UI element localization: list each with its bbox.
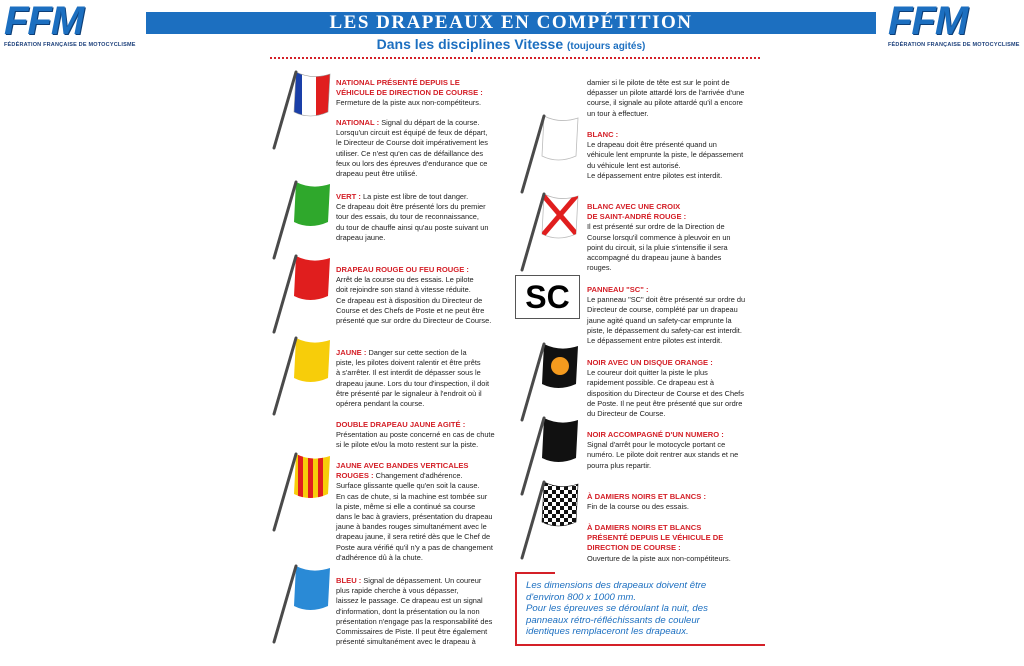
entry-body: Signal du départ de la course. Lorsqu'un circuit est équipé de feux de départ, le Directeur de Course doit impérativement les utiliser. Ce n'est qu'en cas de défaillance des feux ou lors des épreuves d'endurance que ce drapeau peut être utilisé. bbox=[336, 118, 488, 179]
subtitle-note: (toujours agités) bbox=[567, 41, 646, 52]
entry-national bbox=[336, 118, 488, 179]
yellow-flag-icon bbox=[268, 334, 334, 416]
note-text: Les dimensions des drapeaux doivent être d'environ 800 x 1000 mm. Pour les épreuves se déroulant la nuit, des panneaux rétro-réfléchissants de couleur identiques remplaceront les drapeaux. bbox=[526, 580, 708, 637]
entry-body: La piste est libre de tout danger. Ce drapeau doit être présenté lors du premier tour des essais, du tour de reconnaissance, du tour de chauffe ainsi qu'au poste suivant un drapeau jaune. bbox=[336, 192, 489, 242]
entry-blue bbox=[336, 576, 492, 647]
green-flag-icon bbox=[268, 178, 334, 260]
flag-dimensions-note bbox=[515, 572, 765, 646]
entry-black-orange-disc bbox=[587, 358, 744, 419]
entry-yellow bbox=[336, 348, 489, 409]
entry-title: NOIR ACCOMPAGNÉ D'UN NUMERO : bbox=[587, 430, 724, 439]
entry-double-yellow bbox=[336, 420, 495, 451]
entry-title: BLANC AVEC UNE CROIX DE SAINT-ANDRÉ ROUGE : bbox=[587, 202, 687, 222]
entry-body: Signal de dépassement. Un coureur plus rapide cherche à vous dépasser, laissez le passage. Ce drapeau est un signal d'information, dont la présentation ou la non présentation n'engage pas la responsabilité des Commissaires de Piste. Il peut être également présenté simultanément avec le drapeau à bbox=[336, 576, 493, 647]
entry-body: Changement d'adhérence. Surface glissante quelle qu'en soit la cause. En cas de chute, si la machine est tombée sur la piste, même si elle a continué sa course dans le bac à graviers, présentation du drapeau jaune à bandes rouges simultanément avec le drapeau jaune, il sera retiré dès que le Chef de Poste aura vérifié qu'il n'y a pas de changement d'adhérence dû à la chute. bbox=[336, 471, 493, 562]
logo-subtitle: FÉDÉRATION FRANÇAISE DE MOTOCYCLISME bbox=[4, 42, 136, 48]
subtitle-text: Dans les disciplines Vitesse bbox=[376, 36, 564, 52]
entry-title: PANNEAU "SC" : bbox=[587, 285, 649, 294]
ffm-logo-left bbox=[4, 2, 134, 52]
entry-title: JAUNE AVEC BANDES VERTICALES ROUGES : bbox=[336, 461, 469, 481]
entry-body: Ouverture de la piste aux non-compétiteurs. bbox=[587, 553, 731, 563]
entry-body: Signal d'arrêt pour le motocycle portant ce numéro. Le pilote doit rentrer aux stands et ne pourra plus repartir. bbox=[587, 440, 739, 470]
blue-flag-icon bbox=[268, 562, 334, 644]
logo-mark: FFM bbox=[4, 0, 84, 43]
entry-body: Le drapeau doit être présenté quand un véhicule lent emprunte la piste, le dépassement du véhicule lent est autorisé. Le dépassement entre pilotes est interdit. bbox=[587, 140, 744, 180]
logo-mark: FFM bbox=[888, 0, 968, 43]
entry-body: Arrêt de la course ou des essais. Le pilote doit rejoindre son stand à vitesse réduite. Ce drapeau est à disposition du Directeur de Course et des Chefs de Poste et ne peut être présenté que sur ordre du Directeur de Course. bbox=[336, 275, 492, 326]
page-title: LES DRAPEAUX EN COMPÉTITION bbox=[146, 12, 876, 34]
dotted-divider bbox=[270, 57, 760, 59]
yellow-red-striped-flag-icon bbox=[268, 450, 334, 532]
entry-body: Le panneau "SC" doit être présenté sur ordre du Directeur de course, complété par un drapeau jaune agité quand un safety-car emprunte la piste, le dépassement du safety-car est interdit. Le dépassement entre pilotes est interdit. bbox=[587, 295, 746, 346]
safety-car-panel: SC bbox=[515, 275, 580, 319]
entry-title: BLANC : bbox=[587, 130, 619, 139]
entry-checkered bbox=[587, 492, 706, 512]
entry-title: DRAPEAU ROUGE OU FEU ROUGE : bbox=[336, 265, 469, 274]
entry-title: À DAMIERS NOIRS ET BLANCS : bbox=[587, 492, 706, 501]
checkered-flag-icon bbox=[516, 478, 582, 560]
entry-body: Danger sur cette section de la piste, les pilotes doivent ralentir et être prêts à s'arrêter. Il est interdit de dépasser sous le drapeau jaune. Lors du tour d'inspection, il doit être présenté par le signaleur à l'endroit où il opérera pendant la course. bbox=[336, 348, 490, 409]
entry-title: À DAMIERS NOIRS ET BLANCS PRÉSENTÉ DEPUIS LE VÉHICULE DE DIRECTION DE COURSE : bbox=[587, 523, 724, 553]
entry-checkered-vehicle bbox=[587, 523, 731, 564]
entry-body: Le coureur doit quitter la piste le plus rapidement possible. Ce drapeau est à disposition du Directeur de Course et des Chefs de Poste. Il ne peut être présenté que sur ordre du Directeur de Course. bbox=[587, 368, 744, 419]
entry-title: NATIONAL : bbox=[336, 118, 380, 127]
entry-body: Fermeture de la piste aux non-compétiteurs. bbox=[336, 98, 482, 108]
entry-body: Il est présenté sur ordre de la Direction de Course lorsqu'il commence à pleuvoir en un point du circuit, si la pluie s'intensifie il sera accompagné du drapeau jaune à bandes rouges. bbox=[587, 222, 731, 273]
entry-title: JAUNE : bbox=[336, 348, 367, 357]
entry-body: damier si le pilote de tête est sur le point de dépasser un pilote attardé lors de l'arrivée d'une course, il signale au pilote attardé qu'il a encore un tour à effectuer. bbox=[587, 78, 745, 118]
entry-national-vehicle bbox=[336, 78, 483, 109]
entry-sc-panel bbox=[587, 285, 745, 346]
entry-title: NOIR AVEC UN DISQUE ORANGE : bbox=[587, 358, 713, 367]
entry-green bbox=[336, 192, 488, 243]
ffm-logo-right bbox=[888, 2, 1018, 52]
white-red-saint-andrew-cross-flag-icon bbox=[516, 190, 582, 272]
entry-white bbox=[587, 130, 743, 181]
french-national-flag-icon bbox=[268, 68, 334, 150]
entry-body: Présentation au poste concerné en cas de chute si le pilote et/ou la moto restent sur la piste. bbox=[336, 430, 495, 450]
entry-title: VERT : bbox=[336, 192, 361, 201]
white-flag-icon bbox=[516, 112, 582, 194]
entry-yellow-red-stripes bbox=[336, 461, 493, 563]
entry-black-number bbox=[587, 430, 738, 471]
entry-blue-continued bbox=[587, 78, 744, 119]
entry-title: NATIONAL PRÉSENTÉ DEPUIS LE VÉHICULE DE DIRECTION DE COURSE : bbox=[336, 78, 483, 98]
red-flag-icon bbox=[268, 252, 334, 334]
entry-white-red-cross bbox=[587, 202, 731, 273]
entry-title: DOUBLE DRAPEAU JAUNE AGITÉ : bbox=[336, 420, 466, 429]
entry-body: Fin de la course ou des essais. bbox=[587, 502, 689, 512]
black-orange-disc-flag-icon bbox=[516, 340, 582, 422]
page-subtitle bbox=[146, 36, 876, 52]
logo-subtitle: FÉDÉRATION FRANÇAISE DE MOTOCYCLISME bbox=[888, 42, 1020, 48]
entry-title: BLEU : bbox=[336, 576, 362, 585]
entry-red bbox=[336, 265, 491, 326]
